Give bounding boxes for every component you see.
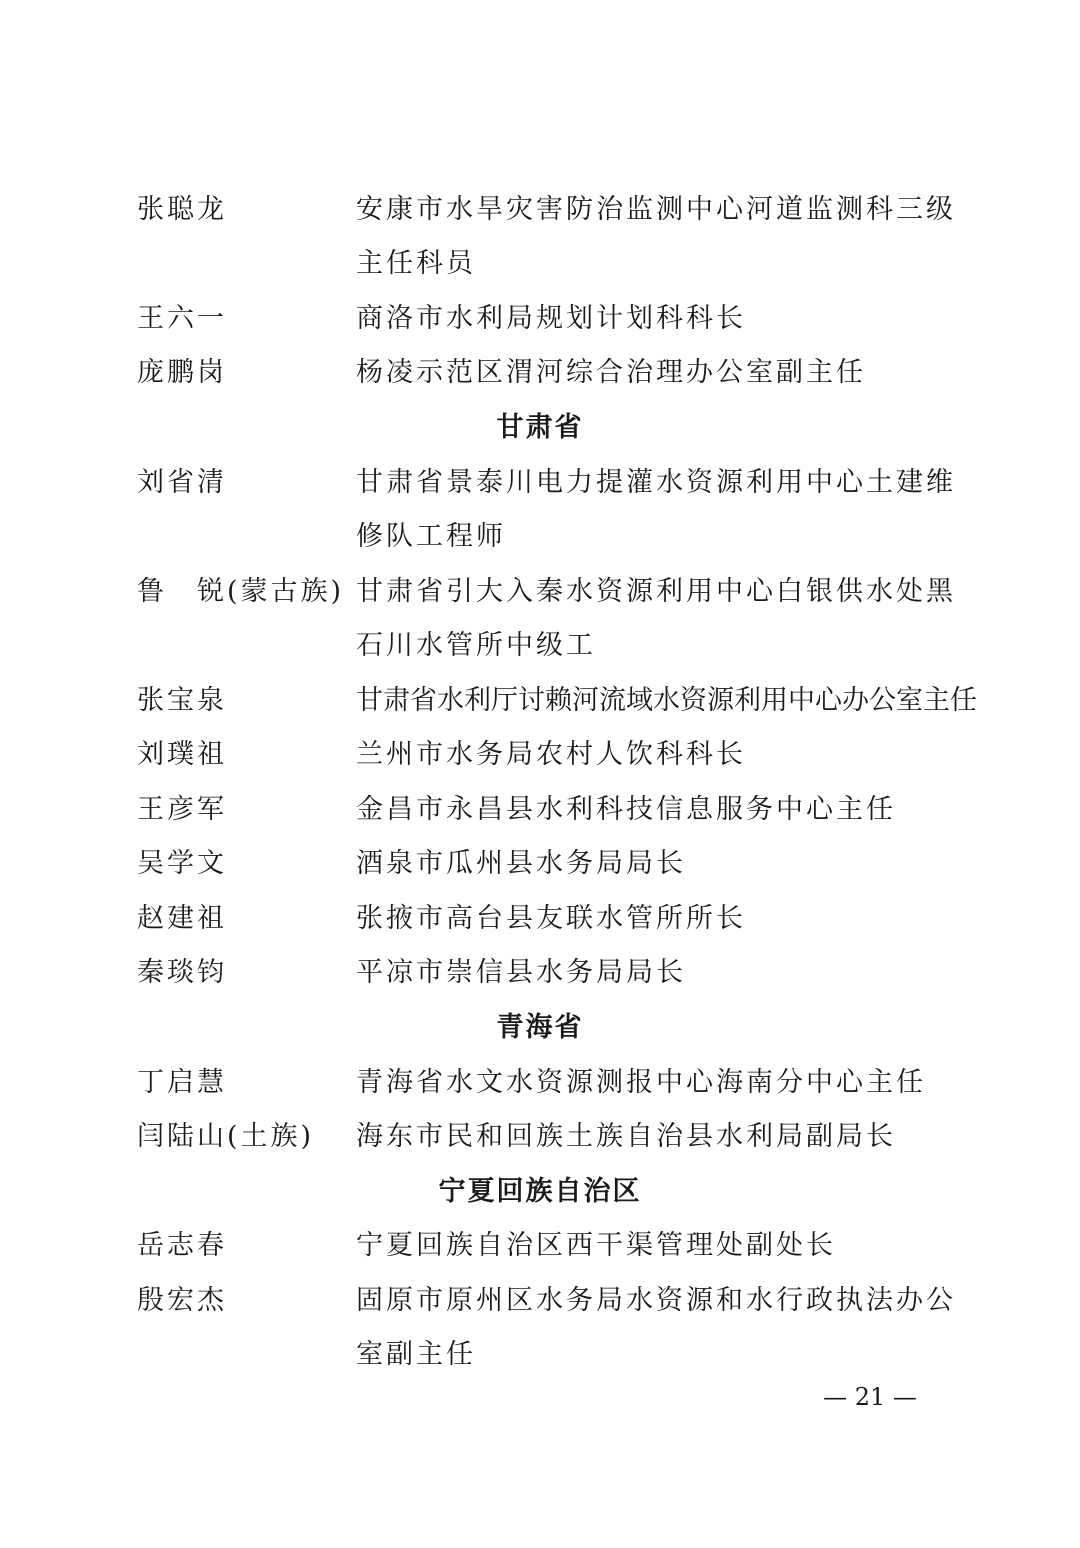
position-line: 室副主任 <box>356 1339 476 1370</box>
person-name: 鲁 锐(蒙古族) <box>137 576 345 607</box>
position-line: 石川水管所中级工 <box>356 630 596 661</box>
person-name: 赵建祖 <box>137 903 227 934</box>
position-line: 甘肃省景泰川电力提灌水资源利用中心土建维 <box>356 467 956 498</box>
person-name: 闫陆山(土族) <box>137 1121 315 1152</box>
position-line: 酒泉市瓜州县水务局局长 <box>356 848 686 879</box>
position-line: 甘肃省水利厅讨赖河流域水资源利用中心办公室主任 <box>356 685 977 716</box>
person-name: 张宝泉 <box>137 685 227 716</box>
page-number: — 21 — <box>823 1383 917 1411</box>
position-line: 修队工程师 <box>356 521 506 552</box>
position-line: 张掖市高台县友联水管所所长 <box>356 903 746 934</box>
person-name: 岳志春 <box>137 1230 227 1261</box>
position-line: 青海省水文水资源测报中心海南分中心主任 <box>356 1067 926 1098</box>
section-heading-ningxia: 宁夏回族自治区 <box>438 1176 642 1207</box>
position-line: 海东市民和回族土族自治县水利局副局长 <box>356 1121 896 1152</box>
person-name: 殷宏杰 <box>137 1285 227 1316</box>
person-name: 刘璞祖 <box>137 739 227 770</box>
position-line: 宁夏回族自治区西干渠管理处副处长 <box>356 1230 836 1261</box>
position-line: 商洛市水利局规划计划科科长 <box>356 303 746 334</box>
position-line: 杨凌示范区渭河综合治理办公室副主任 <box>356 357 866 388</box>
position-line: 安康市水旱灾害防治监测中心河道监测科三级 <box>356 194 956 225</box>
person-name: 王彦军 <box>137 794 227 825</box>
section-heading-qinghai: 青海省 <box>496 1012 584 1043</box>
person-name: 秦琰钧 <box>137 957 227 988</box>
position-line: 平凉市崇信县水务局局长 <box>356 957 686 988</box>
position-line: 甘肃省引大入秦水资源利用中心白银供水处黑 <box>356 576 956 607</box>
position-line: 金昌市永昌县水利科技信息服务中心主任 <box>356 794 896 825</box>
section-heading-gansu: 甘肃省 <box>496 412 584 443</box>
person-name: 张聪龙 <box>137 194 227 225</box>
person-name: 王六一 <box>137 303 227 334</box>
person-name: 丁启慧 <box>137 1067 227 1098</box>
position-line: 固原市原州区水务局水资源和水行政执法办公 <box>356 1285 956 1316</box>
person-name: 刘省清 <box>137 467 227 498</box>
person-name: 庞鹏岗 <box>137 357 227 388</box>
person-name: 吴学文 <box>137 848 227 879</box>
position-line: 兰州市水务局农村人饮科科长 <box>356 739 746 770</box>
position-line: 主任科员 <box>356 248 476 279</box>
